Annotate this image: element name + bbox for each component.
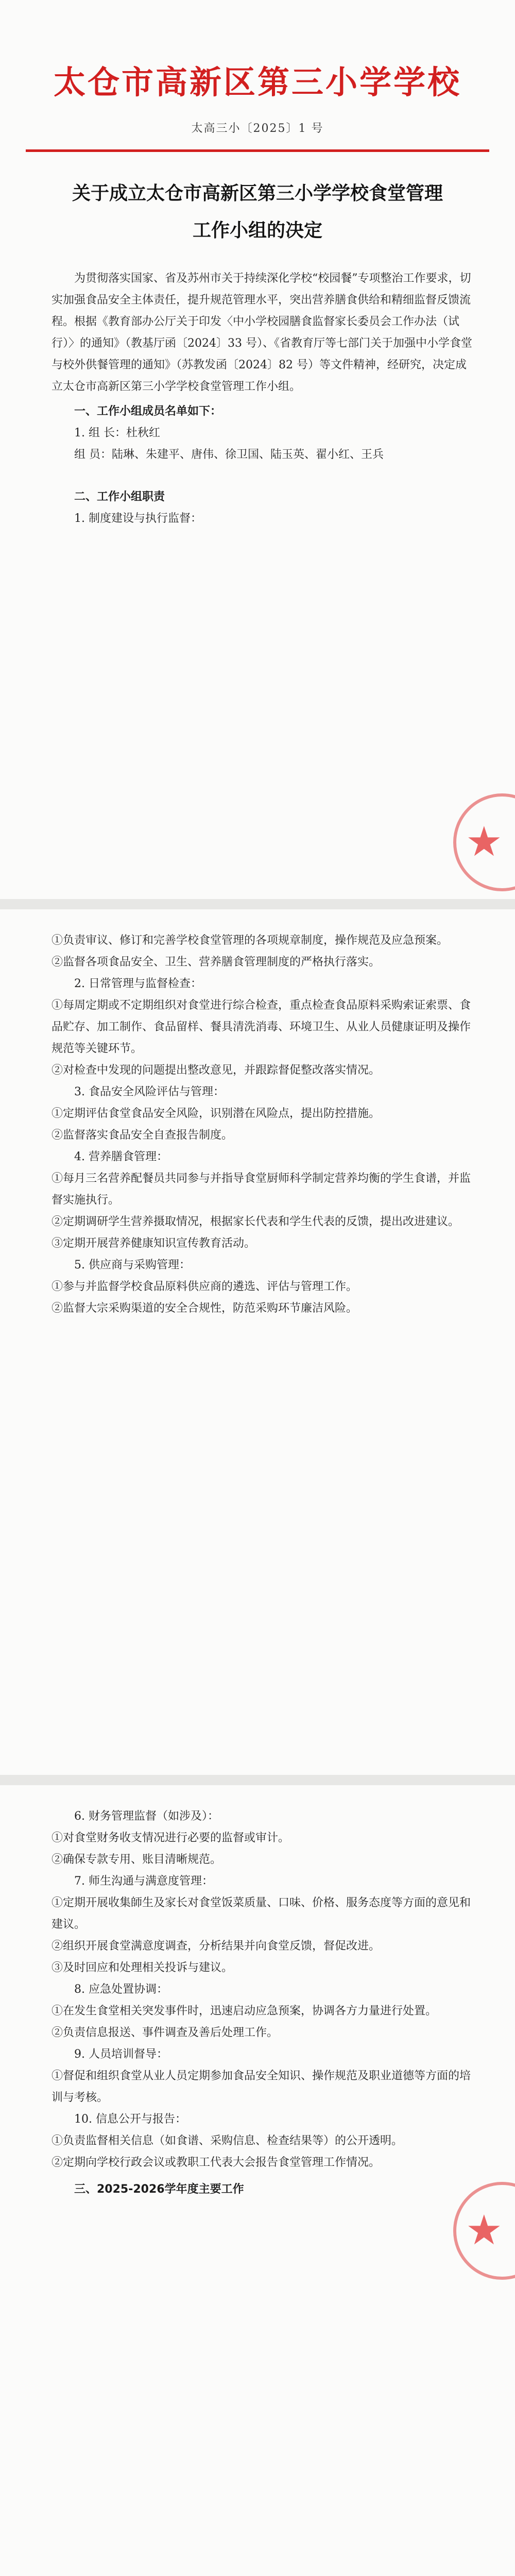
- duty-item: ①定期评估食堂食品安全风险，识别潜在风险点，提出防控措施。: [52, 1107, 381, 1120]
- duty-item: ①负责审议、修订和完善学校食堂管理的各项规章制度，操作规范及应急预案。: [52, 934, 449, 947]
- duty-subheading: 8. 应急处置协调：: [74, 1983, 168, 1996]
- section2-sub1: 1. 制度建设与执行监督：: [74, 512, 202, 525]
- duty-item: ①负责监督相关信息（如食谱、采购信息、检查结果等）的公开透明。: [52, 2134, 403, 2147]
- page-gap: [0, 1775, 515, 1785]
- decision-title-line2: 工作小组的决定: [192, 220, 322, 241]
- leader-line: 1. 组 长：杜秋红: [74, 427, 160, 439]
- duty-subheading: 6. 财务管理监督（如涉及）：: [74, 1810, 219, 1823]
- duty-item: ①每月三名营养配餐员共同参与并指导食堂厨师科学制定营养均衡的学生食谱，并监督实施执行。: [52, 1172, 471, 1207]
- duty-item: ②定期调研学生营养摄取情况，根据家长代表和学生代表的反馈，提出改进建议。: [52, 1215, 460, 1228]
- section1-heading: 一、工作小组成员名单如下：: [74, 405, 222, 418]
- org-red-header: 太仓市高新区第三小学学校: [53, 63, 461, 101]
- seal-star-icon: ★: [466, 818, 503, 866]
- members-line: 组 员：陆琳、朱建平、唐伟、徐卫国、陆玉英、翟小红、王兵: [74, 448, 384, 461]
- decision-title-line1: 关于成立太仓市高新区第三小学学校食堂管理: [72, 183, 443, 204]
- duty-subheading: 4. 营养膳食管理：: [74, 1150, 168, 1163]
- duty-item: ②监督大宗采购渠道的安全合规性，防范采购环节廉洁风险。: [52, 1302, 358, 1315]
- duty-item: ②监督落实食品安全自查报告制度。: [52, 1129, 233, 1142]
- duty-subheading: 7. 师生沟通与满意度管理：: [74, 1875, 213, 1888]
- duty-item: ②定期向学校行政会议或教职工代表大会报告食堂管理工作情况。: [52, 2156, 381, 2169]
- duty-subheading: 2. 日常管理与监督检查：: [74, 977, 202, 990]
- duty-item: ①定期开展收集師生及家长对食堂饭菜质量、口味、价格、服务态度等方面的意见和建议。: [52, 1896, 471, 1931]
- red-divider: [26, 149, 489, 152]
- section2-heading: 二、工作小组职责: [74, 490, 165, 503]
- document-page-2: [0, 909, 515, 1775]
- section3-heading: 三、2025-2026学年度主要工作: [74, 2183, 244, 2196]
- duty-item: ①参与并监督学校食品原料供应商的遴选、评估与管理工作。: [52, 1280, 358, 1293]
- page-gap: [0, 899, 515, 909]
- section2-body: [52, 930, 474, 1319]
- duty-item: ①对食堂财务收支情况进行必要的监督或审计。: [52, 1832, 290, 1844]
- seal-star-icon: ★: [466, 2206, 503, 2254]
- duty-item: ②监督各项食品安全、卫生、营养膳食管理制度的严格执行落实。: [52, 956, 381, 969]
- duty-subheading: 5. 供应商与采购管理：: [74, 1259, 191, 1272]
- decision-title: [31, 175, 484, 249]
- section2b-body: [52, 1806, 474, 2200]
- document-page-3: [0, 1785, 515, 2576]
- duty-item: ②组织开展食堂满意度调查，分析结果并向食堂反馈，督促改进。: [52, 1940, 381, 1953]
- duty-item: ③定期开展营养健康知识宣传教育活动。: [52, 1237, 256, 1250]
- duty-item: ②对检查中发现的问题提出整改意见，并跟踪督促整改落实情况。: [52, 1064, 381, 1077]
- duty-subheading: 3. 食品安全风险评估与管理：: [74, 1086, 225, 1098]
- document-page-1: [0, 0, 515, 899]
- duty-item: ②确保专款专用、账目清晰规范。: [52, 1853, 222, 1866]
- duty-item: ③及时回应和处理相关投诉与建议。: [52, 1961, 233, 1974]
- seal-stamp-edge: [453, 793, 515, 891]
- intro-paragraph: 为贯彻落实国家、省及苏州市关于持续深化学校“校园餐”专项整治工作要求，切实加强食品安全主体责任，提升规范管理水平，突出营养膳食供给和精细监督反馈流程。根据《教育部办公厅关于印发〈中小学校园膳食监督家长委员会工作办法（试行）〉的通知》（教基厅函〔2024〕33 号）、《省教育厅等七部门关于加强中小学食堂与校外供餐管理的通知》（苏教发函〔2024〕82 号）等文件精神，经研究，决定成立太仓市高新区第三小学学校食堂管理工作小组。: [52, 272, 472, 393]
- duty-subheading: 9. 人员培训督导：: [74, 2048, 168, 2061]
- duty-subheading: 10. 信息公开与报告：: [74, 2113, 186, 2126]
- document-number: 太高三小〔2025〕1 号: [191, 122, 324, 135]
- decision-body: [52, 268, 474, 530]
- duty-item: ②负责信息报送、事件调查及善后处理工作。: [52, 2026, 279, 2039]
- duty-item: ①每周定期或不定期组织对食堂进行综合检查，重点检查食品原料采购索证索票、食品贮存、加工制作、食品留样、餐具清洗消毒、环境卫生、从业人员健康证明及操作规范等关键环节。: [52, 999, 471, 1055]
- duty-item: ①督促和组织食堂从业人员定期参加食品安全知识、操作规范及职业道德等方面的培训与考核。: [52, 2070, 471, 2104]
- duty-item: ①在发生食堂相关突发事件时，迅速启动应急预案，协调各方力量进行处置。: [52, 2005, 437, 2018]
